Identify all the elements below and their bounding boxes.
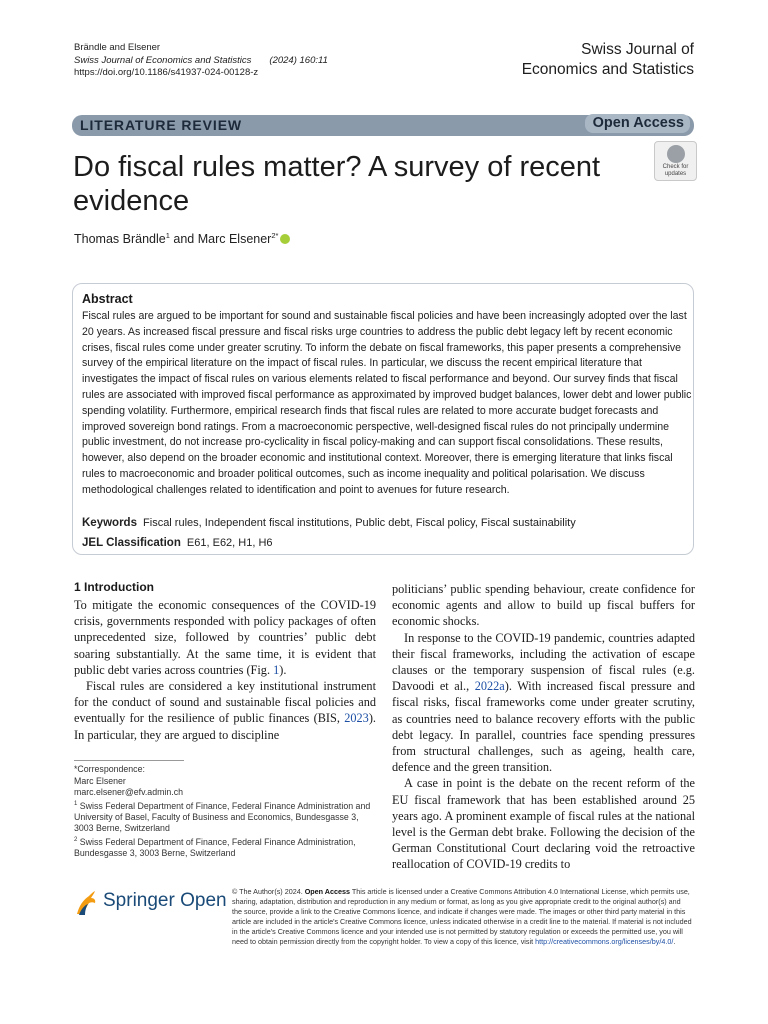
jel-label: JEL Classification [82, 537, 181, 549]
body-column-left [74, 597, 376, 743]
affiliation-1 [74, 799, 374, 835]
header-authors: Brändle and Elsener [74, 42, 161, 53]
keywords-label: Keywords [82, 517, 137, 529]
paragraph [392, 630, 695, 776]
author-affiliation-sup: 2* [271, 231, 279, 240]
paragraph-text: Fiscal rules are considered a key institutional instrument for the conduct of sound and sustainable fiscal policies and eventually for the resilience of public finances (BIS, [74, 679, 376, 726]
journal-name-line2: Economics and Statistics [521, 60, 694, 78]
header-doi[interactable]: https://doi.org/10.1186/s41937-024-00128-z [74, 67, 259, 78]
paragraph: politicians’ public spending behaviour, create confidence for economic agents and allow to build up fiscal buffers for economic shocks. [392, 582, 695, 629]
article-type-banner [72, 115, 694, 136]
open-access-label: Open Access [304, 887, 350, 896]
springer-horse-icon [73, 888, 99, 918]
open-access-badge: Open Access [585, 114, 690, 133]
springer-open-logo [73, 888, 227, 923]
abstract-text: Fiscal rules are argued to be important for sound and sustainable fiscal policies and have been increasingly adopted over the last 20 years. As increased fiscal pressure and fiscal risks urge countries to address the public debt legacy left by recent economic crises, fiscal rules come under greater scrutiny. To inform the debate on fiscal frameworks, this paper presents a comprehensive survey of the empirical literature on the impact of fiscal rules. In particular, we discuss the recent empirical literature that investigates the impact of fiscal rules on various elements related to fiscal performance and beyond. Our survey finds that fiscal rules are associated with improved fiscal performance as approximated by improved budget balances, lower debt and lower public spending volatility. Furthermore, empirical research finds that fiscal rules are related to more accurate budget forecasts and improved sovereign bond ratings. From a macroeconomic perspective, well-designed fiscal rules do not principally undermine public investment, do not increase pro-cyclicality in fiscal policy-making and can support fiscal consolidations. These results, however, also depend on the broader economic and institutional context. Moreover, there is emerging literature that links fiscal rules to macroeconomic and broader political outcomes, such as income inequality and political polarisation. We discuss methodological challenges related to identification and point to avenues for future research. [82, 310, 692, 496]
jel-classification [82, 537, 273, 549]
check-updates-line2: updates [664, 170, 687, 177]
journal-name-line1: Swiss Journal of [581, 41, 694, 58]
jel-codes: E61, E62, H1, H6 [186, 537, 273, 549]
header-citation [74, 55, 328, 68]
crossmark-icon [667, 145, 685, 163]
running-header [74, 42, 328, 80]
license-link[interactable]: http://creativecommons.org/licenses/by/4.0/ [535, 937, 674, 946]
affiliation-number: 1 [74, 800, 78, 807]
header-year-volume: (2024) 160:11 [269, 54, 328, 66]
publisher-name-b: Open [180, 890, 227, 911]
check-updates-line1: Check for [662, 164, 689, 170]
citation-link[interactable]: 2023 [344, 711, 369, 726]
author-affiliation-sup: 1 [165, 231, 170, 240]
paragraph-text: ). With increased fiscal pressure and fiscal risks, fiscal frameworks come under greater scrutiny, as countries need to balance recovery efforts with the public debt legacy. In parallel, countries face spending pressures from structural challenges, such as ageing, health care, defence and the green transition. [392, 679, 696, 775]
keywords [82, 517, 576, 529]
publisher-name [103, 890, 227, 912]
affiliation-text: Swiss Federal Department of Finance, Federal Finance Administration, Bundesgasse 3, 3003 Berne, Switzerland [74, 836, 356, 859]
copyright-text: © The Author(s) 2024. [232, 887, 305, 896]
license-text: This article is licensed under a Creative Commons Attribution 4.0 International License, which permits use, sharing, adaptation, distribution and reproduction in any medium or format, as long as you give appropriate credit to the original author(s) and the source, provide a link to the Creative Commons licence, and indicate if changes were made. The images or other third party material in this article are included in the article's Creative Commons licence, unless indicated otherwise in a credit line to the material. If material is not included in the article's Creative Commons licence and your intended use is not permitted by statutory regulation or exceeds the permitted use, you will need to obtain permission directly from the copyright holder. To view a copy of this licence, visit [232, 887, 692, 946]
author-name[interactable]: Thomas Brändle [74, 232, 166, 247]
keywords-list: Fiscal rules, Independent fiscal institutions, Public debt, Fiscal policy, Fiscal sustainability [143, 517, 576, 529]
article-type: LITERATURE REVIEW [80, 117, 243, 133]
publisher-name-a: Springer [103, 890, 175, 911]
license-text-end: . [673, 937, 676, 946]
correspondence-email[interactable]: marc.elsener@efv.admin.ch [74, 787, 183, 797]
paragraph [74, 678, 376, 743]
paragraph-text: To mitigate the economic consequences of the COVID-19 crisis, governments responded with policy packages of often unprecedented size, followed by countries’ public debt soaring substantially. At the same time, it is evident that public debt varies across countries (Fig. [74, 598, 376, 677]
correspondence-label: *Correspondence: [74, 764, 145, 774]
paragraph-text: ). In particular, they are argued to discipline [74, 711, 376, 742]
paragraph-text: In response to the COVID-19 pandemic, countries adapted their fiscal frameworks, including the activation of escape clauses or the temporary suspension of fiscal rules (e.g. Davoodi et al., [392, 630, 695, 694]
paragraph: A case in point is the debate on the recent reform of the EU fiscal framework that has been established around 25 years ago. A prominent example of fiscal rules at the national level is the German debt brake. Following the decision of the German Constitutional Court declaring void the retroactive reallocation of COVID-19 credits to [392, 776, 695, 872]
figure-link[interactable]: 1 [273, 662, 280, 677]
correspondence-name: Marc Elsener [74, 775, 126, 786]
footnotes [74, 760, 374, 860]
author-name[interactable]: Marc Elsener [197, 232, 272, 247]
footnote-divider [74, 760, 184, 761]
header-journal: Swiss Journal of Economics and Statistics [74, 54, 252, 66]
affiliation-text: Swiss Federal Department of Finance, Federal Finance Administration and University of Basel, Faculty of Business and Economics, Bundesgasse 3, 3003 Berne, Switzerland [74, 800, 371, 834]
affiliation-number: 2 [74, 836, 78, 843]
section-heading: 1 Introduction [74, 580, 154, 594]
body-column-right [392, 581, 695, 873]
check-for-updates-button[interactable] [654, 141, 697, 181]
affiliation-2 [74, 835, 374, 860]
article-title: Do fiscal rules matter? A survey of recent evidence [73, 151, 601, 217]
journal-name [522, 40, 694, 79]
author-list [74, 231, 290, 246]
paragraph [74, 597, 376, 678]
citation-link[interactable]: 2022a [474, 679, 505, 694]
license-notice [232, 887, 692, 947]
paragraph-text: ). [279, 662, 287, 677]
abstract-box [72, 283, 694, 555]
abstract-heading: Abstract [82, 292, 133, 306]
author-separator: and [169, 232, 198, 247]
orcid-icon[interactable] [280, 234, 290, 244]
